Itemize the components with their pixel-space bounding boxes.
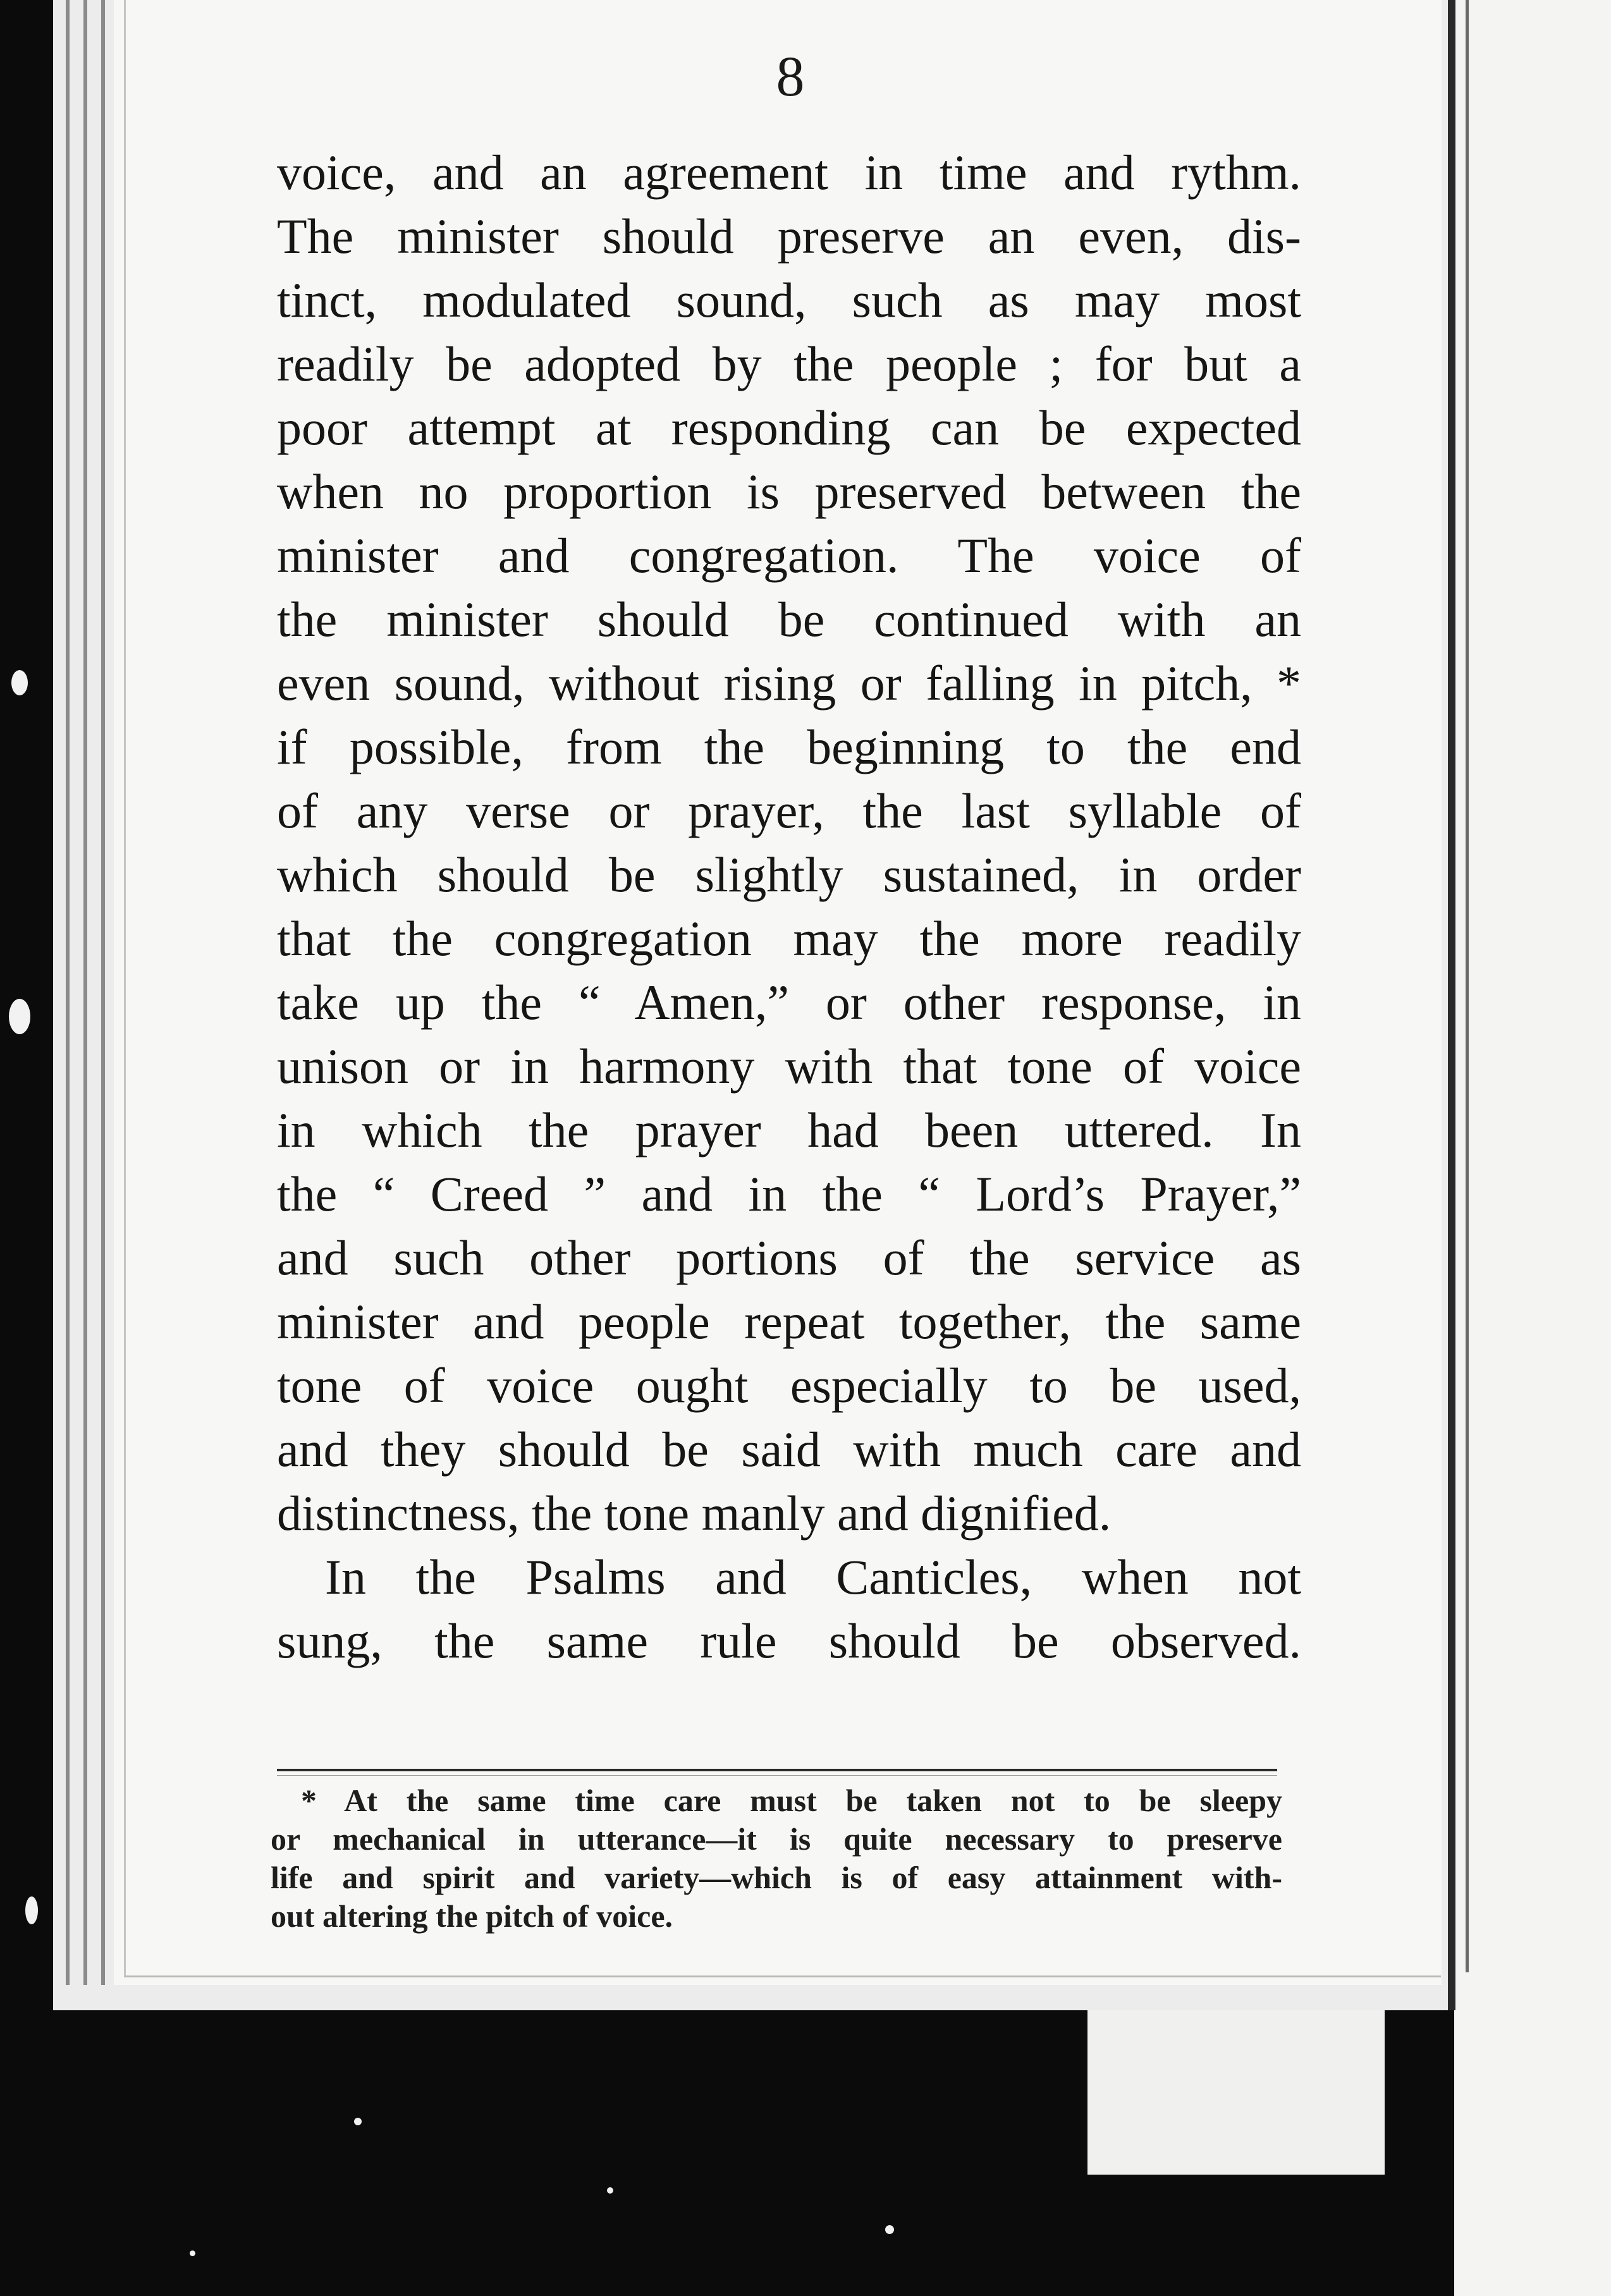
text-line: unison or in harmony with that tone of voice — [277, 1039, 1301, 1094]
scan-speck — [607, 2187, 613, 2194]
text-line: tinct, modulated sound, such as may most — [277, 272, 1301, 327]
text-line: readily be adopted by the people ; for but a — [277, 336, 1301, 391]
scan-speck — [354, 2118, 362, 2125]
scan-speck — [11, 670, 28, 695]
text-line: and they should be said with much care and — [277, 1422, 1301, 1477]
body-text — [277, 140, 1301, 1673]
text-line: the minister should be continued with an — [277, 592, 1301, 647]
footnote-line: * At the same time care must be taken not to be sleepy — [301, 1783, 1282, 1818]
scan-speck — [190, 2250, 195, 2256]
scan-speck — [9, 999, 30, 1034]
footnote-rule — [277, 1769, 1277, 1771]
scan-speck — [25, 1896, 38, 1924]
text-line: in which the prayer had been uttered. In — [277, 1102, 1301, 1157]
footnote-rule-thin — [277, 1775, 1277, 1776]
page-number: 8 — [776, 46, 805, 108]
footnote-line: or mechanical in utterance—it is quite necessary to preserve — [271, 1821, 1282, 1857]
binding-gutter — [1448, 0, 1455, 2010]
text-line: when no proportion is preserved between the — [277, 464, 1301, 519]
paper-slip — [1087, 2010, 1385, 2175]
text-line: distinctness, the tone manly and dignified. — [277, 1486, 1112, 1541]
text-line: take up the “ Amen,” or other response, in — [277, 975, 1301, 1030]
text-line: of any verse or prayer, the last syllable of — [277, 783, 1301, 838]
footnote-line: life and spirit and variety—which is of easy attainment with- — [271, 1860, 1282, 1895]
page-edge — [83, 0, 87, 1985]
footnote — [271, 1781, 1282, 1936]
text-line: if possible, from the beginning to the end — [277, 719, 1301, 774]
facing-page — [1454, 0, 1611, 2296]
text-line: The minister should preserve an even, dis- — [277, 209, 1301, 264]
page-edge — [66, 0, 70, 1985]
text-line: voice, and an agreement in time and rythm. — [277, 145, 1301, 200]
text-line: that the congregation may the more readily — [277, 911, 1301, 966]
text-line: which should be slightly sustained, in order — [277, 847, 1301, 902]
page-edge — [101, 0, 105, 1985]
text-line: sung, the same rule should be observed. — [277, 1613, 1301, 1668]
text-line: tone of voice ought especially to be used, — [277, 1358, 1301, 1413]
text-line: poor attempt at responding can be expected — [277, 400, 1301, 455]
binding-thread — [1466, 0, 1469, 1972]
text-line: minister and people repeat together, the same — [277, 1294, 1301, 1349]
text-line: even sound, without rising or falling in pitch, * — [277, 656, 1301, 711]
text-line: the “ Creed ” and in the “ Lord’s Prayer,” — [277, 1166, 1301, 1221]
footnote-line: out altering the pitch of voice. — [271, 1898, 673, 1934]
text-line: minister and congregation. The voice of — [277, 528, 1301, 583]
text-line: and such other portions of the service as — [277, 1230, 1301, 1285]
text-line: In the Psalms and Canticles, when not — [325, 1549, 1301, 1604]
scan-speck — [885, 2225, 894, 2234]
